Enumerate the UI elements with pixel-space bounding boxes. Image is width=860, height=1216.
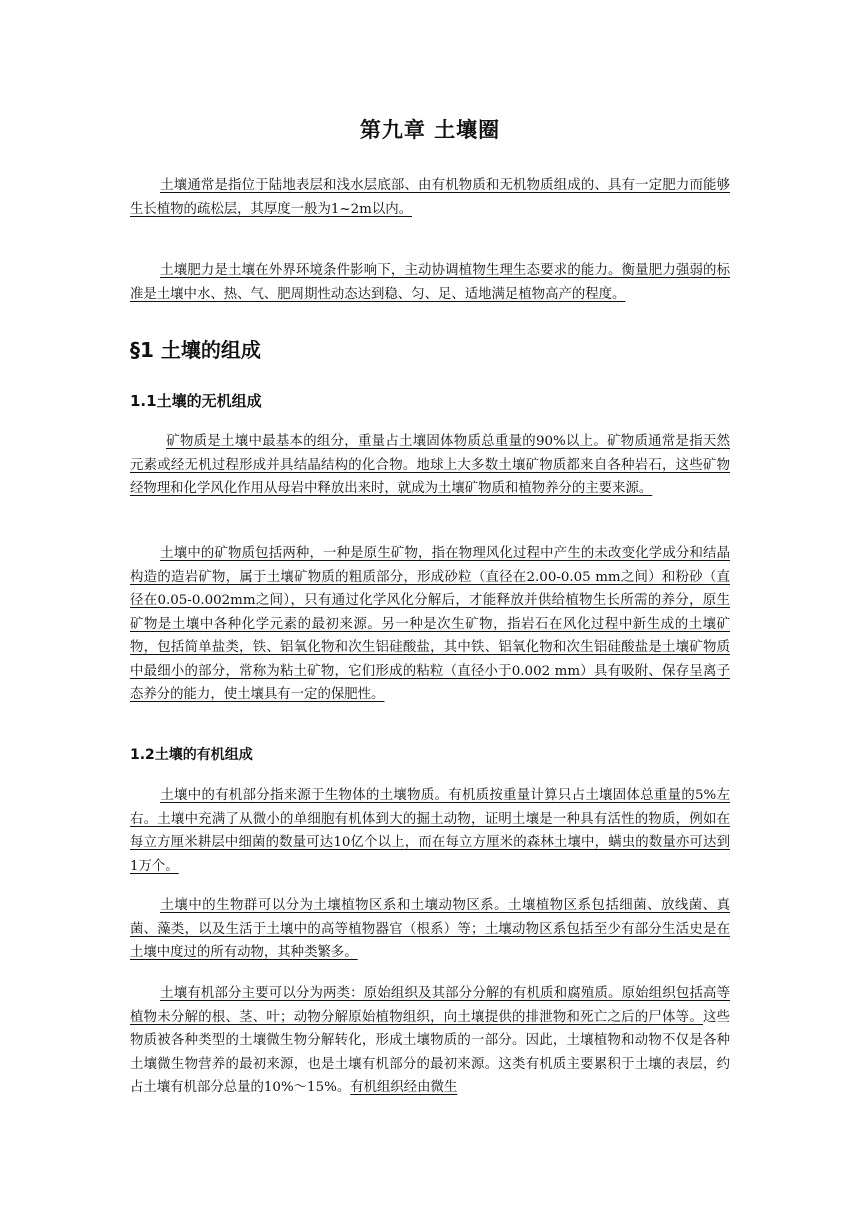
inorganic-paragraph-2: 土壤中的矿物质包括两种，一种是原生矿物，指在物理风化过程中产生的未改变化学成分和结晶构造的造岩矿物，属于土壤矿物质的粗质部分，形成砂粒（直径在2.00-0.05 mm之间）和粉砂（直径在0.05-0.002mm之间），只有通过化学风化分解后，才能释放并供给植物生长所需的养分，原生矿物是土壤中各种化学元素的最初来源。另一种是次生矿物，指岩石在风化过程中新生成的土壤矿物，包括简单盐类，铁、铝氧化物和次生铝硅酸盐，其中铁、铝氧化物和次生铝硅酸盐是土壤矿物质中最细小的部分，常称为粘土矿物，它们形成的粘粒（直径小于0.002 mm）具有吸附、保存呈离子态养分的能力，使土壤具有一定的保肥性。 [130, 546, 730, 702]
organic-paragraph-2: 土壤中的生物群可以分为土壤植物区系和土壤动物区系。土壤植物区系包括细菌、放线菌、真菌、藻类，以及生活于土壤中的高等植物器官（根系）等；土壤动物区系包括至少有部分生活史是在土壤中度过的所有动物，其种类繁多。 [130, 898, 730, 960]
subsection-title-organic: 1.2土壤的有机组成 [130, 747, 253, 763]
chapter-title: 第九章 土壤圈 [359, 118, 501, 142]
organic-paragraph-1: 土壤中的有机部分指来源于生物体的土壤物质。有机质按重量计算只占土壤固体总重量的5%左右。土壤中充满了从微小的单细胞有机体到大的掘土动物，证明土壤是一种具有活性的物质，例如在每立方厘米耕层中细菌的数量可达10亿个以上，而在每立方厘米的森林土壤中，螨虫的数量亦可达到1万个。 [130, 788, 730, 874]
intro-paragraph-2: 土壤肥力是土壤在外界环境条件影响下，主动协调植物生理生态要求的能力。衡量肥力强弱的标准是土壤中水、热、气、肥周期性动态达到稳、匀、足、适地满足植物高产的程度。 [130, 263, 730, 302]
inorganic-paragraph-1: 矿物质是土壤中最基本的组分，重量占土壤固体物质总重量的90%以上。矿物质通常是指天然元素或经无机过程形成并具结晶结构的化合物。地球上大多数土壤矿物质都来自各种岩石，这些矿物经物理和化学风化作用从母岩中释放出来时，就成为土壤矿物质和植物养分的主要来源。 [130, 434, 730, 496]
intro-paragraph-1: 土壤通常是指位于陆地表层和浅水层底部、由有机物质和无机物质组成的、具有一定肥力而能够生长植物的疏松层，其厚度一般为1~2m以内。 [130, 178, 730, 217]
subsection-title-inorganic: 1.1土壤的无机组成 [130, 392, 262, 410]
section-title: §1 土壤的组成 [130, 338, 261, 362]
organic-paragraph-3: 土壤有机部分主要可以分为两类：原始组织及其部分分解的有机质和腐殖质。原始组织包括高等植物未分解的根、茎、叶；动物分解原始植物组织，向土壤提供的排泄物和死亡之后的尸体等。这些物质被各种类型的土壤微生物分解转化，形成土壤物质的一部分。因此，土壤植物和动物不仅是各种土壤微生物营养的最初来源，也是土壤有机部分的最初来源。这类有机质主要累积于土壤的表层，约占土壤有机部分总量的10%～15%。有机组织经由微生 [130, 986, 731, 1095]
